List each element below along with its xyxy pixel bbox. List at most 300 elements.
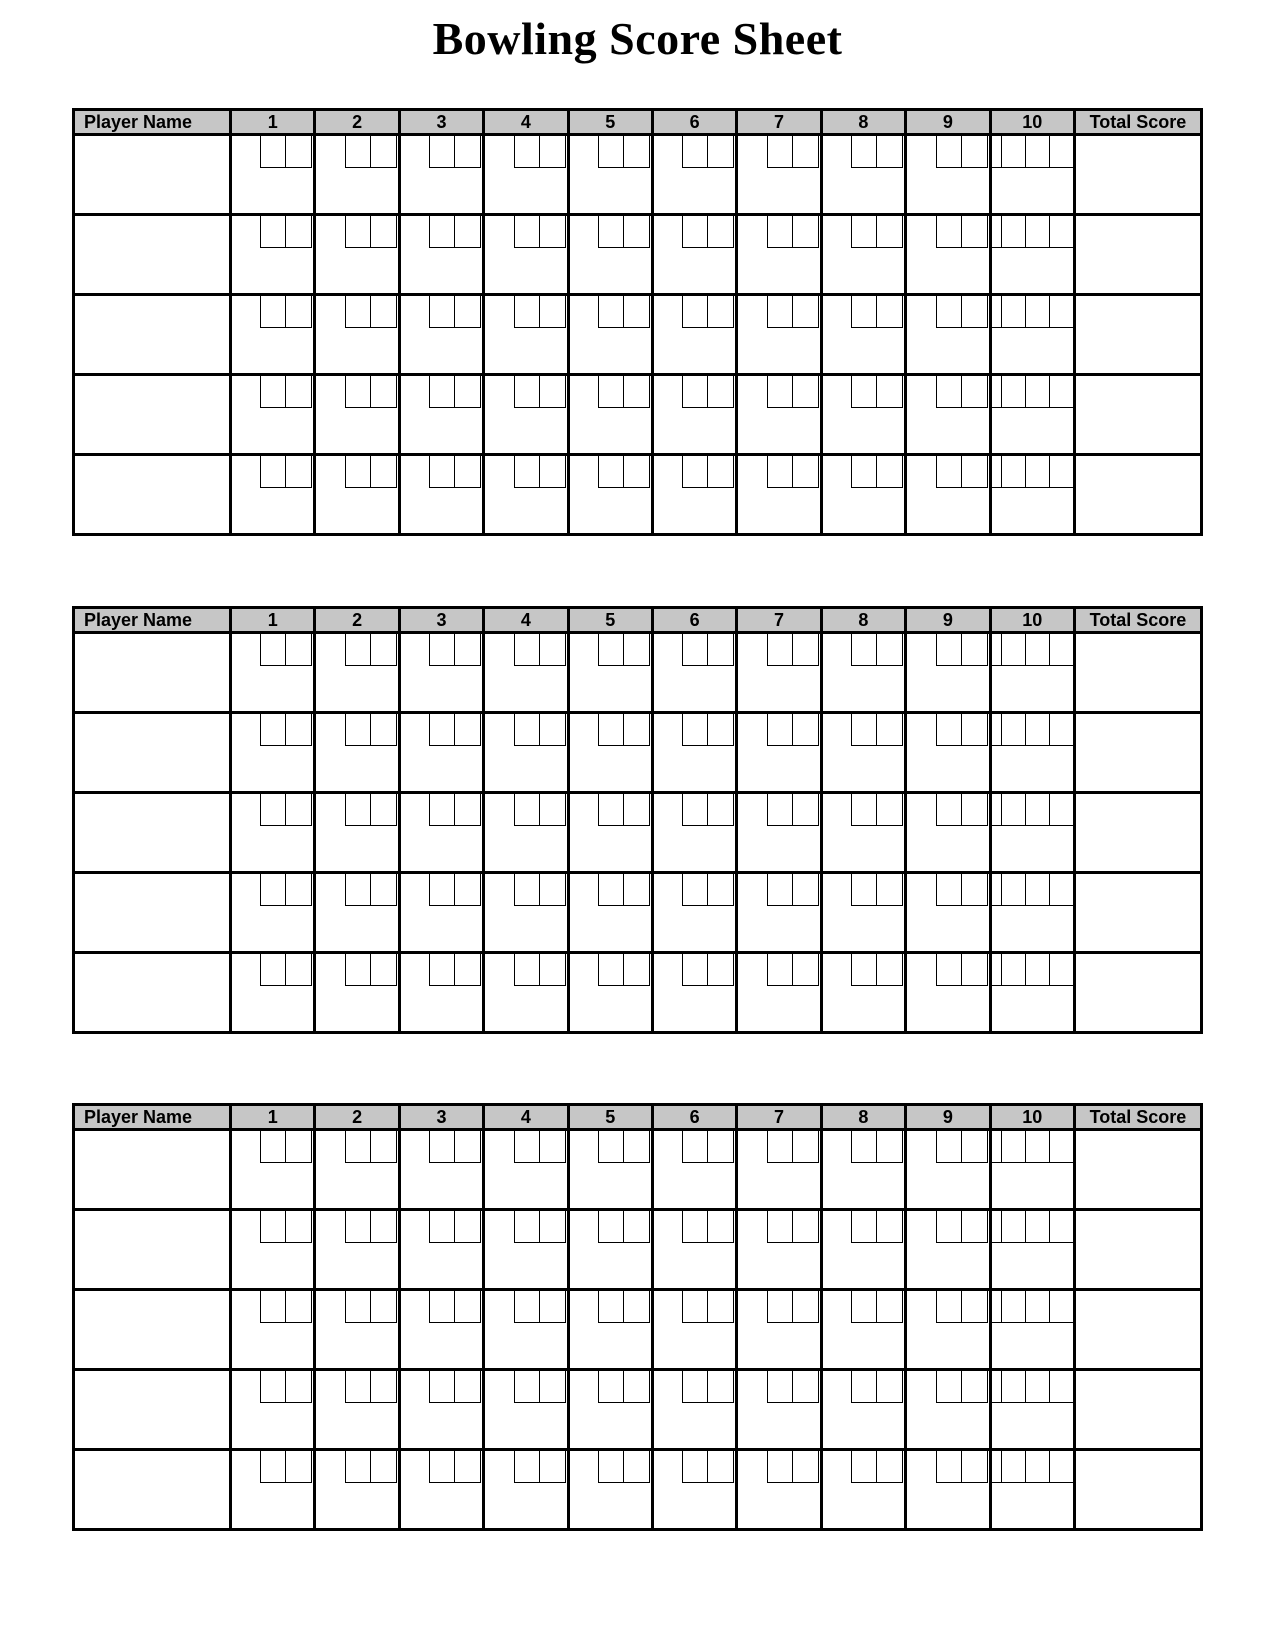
frame-cell-9 [906, 633, 990, 713]
throw-boxes [936, 376, 988, 408]
throw-boxes [767, 456, 819, 488]
throw-boxes [345, 714, 397, 746]
frame-cell-6 [652, 633, 736, 713]
throw-box [708, 136, 734, 168]
throw-box [936, 296, 962, 328]
throw-boxes [260, 874, 312, 906]
throw-box [1001, 216, 1025, 247]
throw-box [767, 376, 793, 408]
throw-boxes [260, 296, 312, 328]
throw-box [514, 1211, 540, 1243]
throw-box [429, 456, 455, 488]
frame-cell-10 [990, 1130, 1074, 1210]
throw-box [1049, 1291, 1073, 1322]
throw-box [540, 1371, 566, 1403]
header-frame-7: 7 [737, 608, 821, 633]
tenth-frame-boxes [992, 954, 1073, 986]
throw-box [286, 1131, 312, 1163]
throw-boxes [767, 1131, 819, 1163]
total-score-cell [1074, 295, 1201, 375]
player-row [74, 1450, 1202, 1530]
throw-boxes [345, 634, 397, 666]
header-frame-8: 8 [821, 608, 905, 633]
throw-boxes [345, 1131, 397, 1163]
throw-box [598, 296, 624, 328]
throw-box [793, 714, 819, 746]
throw-boxes [682, 1291, 734, 1323]
throw-box [1025, 1131, 1049, 1162]
throw-boxes [598, 634, 650, 666]
header-frame-10: 10 [990, 608, 1074, 633]
throw-boxes [514, 216, 566, 248]
throw-box [260, 136, 286, 168]
throw-box [598, 1131, 624, 1163]
throw-boxes [598, 1131, 650, 1163]
throw-box [767, 1451, 793, 1483]
throw-box [598, 714, 624, 746]
tenth-frame-boxes [992, 634, 1073, 666]
throw-boxes [767, 1291, 819, 1323]
throw-box [682, 794, 708, 826]
throw-box [682, 874, 708, 906]
throw-boxes [429, 794, 481, 826]
throw-boxes [767, 714, 819, 746]
header-frame-1: 1 [231, 110, 315, 135]
throw-boxes [260, 1451, 312, 1483]
throw-boxes [936, 1131, 988, 1163]
throw-box [540, 376, 566, 408]
throw-box [793, 1131, 819, 1163]
frame-cell-4 [484, 953, 568, 1033]
throw-box [1025, 714, 1049, 745]
throw-box [793, 216, 819, 248]
throw-box [962, 1371, 988, 1403]
throw-box [851, 1131, 877, 1163]
player-row [74, 295, 1202, 375]
throw-box [962, 634, 988, 666]
throw-boxes [429, 874, 481, 906]
throw-box [962, 376, 988, 408]
throw-boxes [767, 874, 819, 906]
throw-box [877, 874, 903, 906]
throw-box [851, 456, 877, 488]
total-score-cell [1074, 633, 1201, 713]
throw-box [345, 634, 371, 666]
header-frame-9: 9 [906, 608, 990, 633]
throw-box [260, 714, 286, 746]
player-name-cell [74, 375, 231, 455]
throw-box [793, 456, 819, 488]
frame-cell-4 [484, 1210, 568, 1290]
throw-box [371, 376, 397, 408]
throw-box [429, 1291, 455, 1323]
throw-boxes [514, 634, 566, 666]
frame-cell-4 [484, 1450, 568, 1530]
throw-box [1001, 1291, 1025, 1322]
frame-cell-9 [906, 295, 990, 375]
throw-boxes [260, 1371, 312, 1403]
total-score-cell [1074, 135, 1201, 215]
player-row [74, 1210, 1202, 1290]
frame-cell-5 [568, 215, 652, 295]
throw-box [345, 714, 371, 746]
throw-box [429, 216, 455, 248]
player-row [74, 953, 1202, 1033]
throw-boxes [767, 296, 819, 328]
throw-box [260, 296, 286, 328]
throw-boxes [936, 714, 988, 746]
throw-boxes [260, 1131, 312, 1163]
frame-cell-8 [821, 873, 905, 953]
throw-boxes [514, 1211, 566, 1243]
throw-box [851, 954, 877, 986]
throw-box [371, 714, 397, 746]
frame-cell-1 [231, 713, 315, 793]
throw-boxes [598, 714, 650, 746]
throw-box [1001, 1211, 1025, 1242]
throw-box [708, 1291, 734, 1323]
header-frame-8: 8 [821, 110, 905, 135]
frame-cell-5 [568, 1290, 652, 1370]
throw-box [1049, 136, 1073, 167]
frame-cell-9 [906, 1290, 990, 1370]
throw-box [371, 874, 397, 906]
frame-cell-2 [315, 1370, 399, 1450]
tenth-frame-boxes [992, 296, 1073, 328]
throw-box [1025, 1451, 1049, 1482]
throw-box [624, 1211, 650, 1243]
throw-box [429, 1131, 455, 1163]
throw-box [624, 376, 650, 408]
throw-box [793, 136, 819, 168]
throw-box [345, 794, 371, 826]
throw-box [767, 634, 793, 666]
throw-box [260, 1131, 286, 1163]
frame-cell-8 [821, 135, 905, 215]
tenth-frame-boxes [992, 874, 1073, 906]
throw-box [936, 1291, 962, 1323]
frame-cell-9 [906, 953, 990, 1033]
throw-box [540, 1291, 566, 1323]
frame-cell-2 [315, 1130, 399, 1210]
player-name-cell [74, 793, 231, 873]
throw-boxes [345, 456, 397, 488]
throw-box [455, 1131, 481, 1163]
throw-box [345, 1451, 371, 1483]
throw-box [345, 1371, 371, 1403]
throw-box [540, 954, 566, 986]
throw-boxes [682, 714, 734, 746]
tenth-frame-boxes [992, 456, 1073, 488]
throw-box [708, 376, 734, 408]
throw-box [455, 874, 481, 906]
frame-cell-7 [737, 953, 821, 1033]
total-score-cell [1074, 455, 1201, 535]
throw-boxes [429, 1371, 481, 1403]
frame-cell-4 [484, 1130, 568, 1210]
throw-box [851, 1451, 877, 1483]
header-frame-3: 3 [399, 110, 483, 135]
throw-box [624, 136, 650, 168]
throw-box [708, 1371, 734, 1403]
throw-box [962, 216, 988, 248]
throw-box [260, 634, 286, 666]
throw-box [767, 296, 793, 328]
throw-box [286, 136, 312, 168]
throw-boxes [260, 216, 312, 248]
throw-box [260, 376, 286, 408]
throw-boxes [429, 634, 481, 666]
total-score-cell [1074, 873, 1201, 953]
throw-box [514, 136, 540, 168]
throw-box [682, 376, 708, 408]
frame-cell-10 [990, 1370, 1074, 1450]
header-frame-3: 3 [399, 1105, 483, 1130]
throw-box [260, 1451, 286, 1483]
header-player-name: Player Name [74, 608, 231, 633]
throw-boxes [851, 296, 903, 328]
header-frame-5: 5 [568, 1105, 652, 1130]
throw-box [793, 1211, 819, 1243]
throw-box [1049, 954, 1073, 985]
throw-box [371, 1291, 397, 1323]
throw-box [260, 1371, 286, 1403]
throw-boxes [260, 794, 312, 826]
throw-box [286, 296, 312, 328]
frame-cell-6 [652, 295, 736, 375]
tenth-frame-boxes [992, 376, 1073, 408]
throw-box [429, 376, 455, 408]
throw-box [286, 794, 312, 826]
throw-box [877, 634, 903, 666]
throw-box [345, 954, 371, 986]
throw-box [682, 1131, 708, 1163]
throw-boxes [851, 1211, 903, 1243]
tenth-frame-boxes [992, 714, 1073, 746]
throw-box [793, 296, 819, 328]
frame-cell-3 [399, 375, 483, 455]
frame-cell-8 [821, 375, 905, 455]
header-frame-2: 2 [315, 110, 399, 135]
frame-cell-8 [821, 1290, 905, 1370]
throw-boxes [682, 456, 734, 488]
frame-cell-3 [399, 215, 483, 295]
throw-box [936, 794, 962, 826]
frame-cell-5 [568, 295, 652, 375]
throw-box [598, 136, 624, 168]
frame-cell-1 [231, 793, 315, 873]
throw-box [682, 1211, 708, 1243]
throw-box [429, 794, 455, 826]
throw-box [767, 136, 793, 168]
throw-box [1001, 1451, 1025, 1482]
throw-box [286, 376, 312, 408]
throw-boxes [936, 954, 988, 986]
frame-cell-9 [906, 873, 990, 953]
header-frame-5: 5 [568, 110, 652, 135]
throw-boxes [936, 1371, 988, 1403]
throw-box [1025, 296, 1049, 327]
throw-box [345, 1131, 371, 1163]
throw-box [345, 136, 371, 168]
throw-box [1049, 376, 1073, 407]
frame-cell-2 [315, 215, 399, 295]
frame-cell-5 [568, 793, 652, 873]
throw-box [1025, 216, 1049, 247]
throw-box [767, 874, 793, 906]
throw-box [260, 216, 286, 248]
throw-boxes [345, 376, 397, 408]
throw-box [455, 376, 481, 408]
throw-box [371, 954, 397, 986]
throw-box [962, 954, 988, 986]
throw-box [877, 714, 903, 746]
throw-box [708, 634, 734, 666]
throw-box [455, 296, 481, 328]
throw-boxes [345, 1451, 397, 1483]
throw-box [371, 216, 397, 248]
frame-cell-8 [821, 713, 905, 793]
throw-boxes [345, 296, 397, 328]
throw-box [962, 874, 988, 906]
frame-cell-3 [399, 1370, 483, 1450]
throw-boxes [936, 296, 988, 328]
throw-boxes [260, 136, 312, 168]
throw-box [429, 634, 455, 666]
tenth-frame-boxes [992, 136, 1073, 168]
frame-cell-4 [484, 295, 568, 375]
frame-cell-9 [906, 1450, 990, 1530]
throw-boxes [345, 1291, 397, 1323]
throw-box [260, 1211, 286, 1243]
frame-cell-6 [652, 1370, 736, 1450]
frame-cell-1 [231, 873, 315, 953]
frame-cell-5 [568, 1210, 652, 1290]
frame-cell-2 [315, 713, 399, 793]
throw-box [682, 136, 708, 168]
header-row [74, 1105, 1202, 1130]
throw-boxes [682, 954, 734, 986]
frame-cell-10 [990, 135, 1074, 215]
player-name-cell [74, 295, 231, 375]
throw-boxes [851, 1451, 903, 1483]
throw-box [598, 1451, 624, 1483]
throw-box [429, 714, 455, 746]
frame-cell-8 [821, 1450, 905, 1530]
frame-cell-2 [315, 295, 399, 375]
frame-cell-9 [906, 713, 990, 793]
frame-cell-10 [990, 455, 1074, 535]
throw-boxes [514, 296, 566, 328]
throw-box [598, 456, 624, 488]
player-name-cell [74, 1130, 231, 1210]
throw-box [1001, 376, 1025, 407]
throw-box [1001, 634, 1025, 665]
throw-boxes [598, 456, 650, 488]
throw-box [793, 1291, 819, 1323]
throw-boxes [514, 1371, 566, 1403]
total-score-cell [1074, 1450, 1201, 1530]
throw-box [1025, 954, 1049, 985]
header-frame-6: 6 [652, 110, 736, 135]
throw-box [455, 954, 481, 986]
throw-boxes [598, 954, 650, 986]
throw-box [371, 634, 397, 666]
throw-box [429, 1211, 455, 1243]
throw-box [936, 216, 962, 248]
throw-boxes [682, 634, 734, 666]
frame-cell-3 [399, 295, 483, 375]
throw-box [877, 1291, 903, 1323]
throw-box [260, 874, 286, 906]
throw-boxes [598, 1211, 650, 1243]
throw-boxes [345, 954, 397, 986]
throw-boxes [767, 376, 819, 408]
throw-box [936, 1451, 962, 1483]
throw-box [624, 1291, 650, 1323]
throw-box [708, 874, 734, 906]
frame-cell-6 [652, 793, 736, 873]
throw-box [540, 794, 566, 826]
throw-boxes [260, 456, 312, 488]
throw-box [371, 456, 397, 488]
throw-box [624, 794, 650, 826]
throw-boxes [598, 136, 650, 168]
throw-box [936, 1211, 962, 1243]
throw-box [598, 634, 624, 666]
throw-box [598, 794, 624, 826]
header-frame-8: 8 [821, 1105, 905, 1130]
throw-boxes [936, 456, 988, 488]
throw-box [371, 1131, 397, 1163]
throw-box [286, 954, 312, 986]
throw-box [767, 714, 793, 746]
score-table-3 [72, 1103, 1203, 1531]
frame-cell-4 [484, 135, 568, 215]
frame-cell-4 [484, 215, 568, 295]
throw-boxes [851, 714, 903, 746]
frame-cell-2 [315, 1210, 399, 1290]
frame-cell-1 [231, 455, 315, 535]
throw-box [851, 794, 877, 826]
frame-cell-5 [568, 135, 652, 215]
total-score-cell [1074, 375, 1201, 455]
throw-box [682, 216, 708, 248]
frame-cell-4 [484, 1290, 568, 1370]
frame-cell-1 [231, 1450, 315, 1530]
throw-box [598, 1371, 624, 1403]
throw-boxes [514, 456, 566, 488]
throw-box [455, 634, 481, 666]
frame-cell-9 [906, 215, 990, 295]
throw-box [514, 376, 540, 408]
throw-box [540, 216, 566, 248]
throw-boxes [767, 1371, 819, 1403]
throw-boxes [429, 1451, 481, 1483]
throw-box [429, 954, 455, 986]
throw-box [455, 136, 481, 168]
throw-box [877, 1211, 903, 1243]
frame-cell-9 [906, 1210, 990, 1290]
throw-box [682, 714, 708, 746]
frame-cell-2 [315, 633, 399, 713]
frame-cell-7 [737, 1450, 821, 1530]
throw-boxes [851, 1291, 903, 1323]
header-total-score: Total Score [1074, 1105, 1201, 1130]
throw-box [793, 376, 819, 408]
frame-cell-3 [399, 1290, 483, 1370]
throw-box [877, 1451, 903, 1483]
